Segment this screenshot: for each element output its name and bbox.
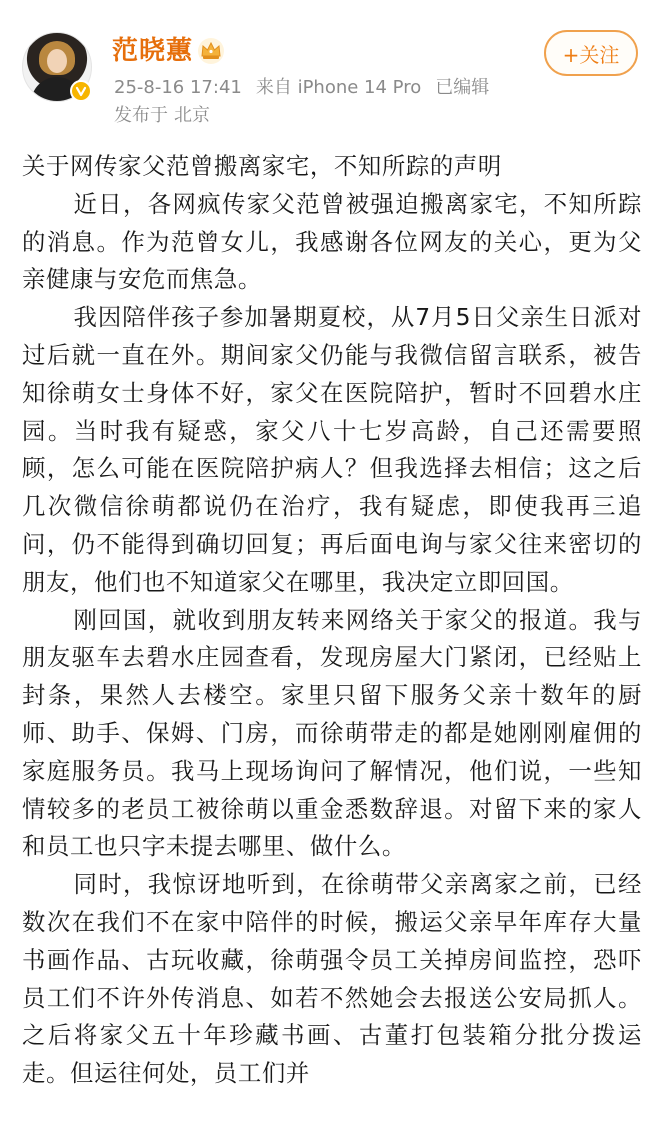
author-name[interactable]: 范晓蕙 — [112, 36, 194, 66]
follow-button[interactable]: +关注 — [544, 30, 638, 76]
bottom-fade — [0, 1104, 660, 1130]
paragraph-2: 我因陪伴孩子参加暑期夏校，从7月5日父亲生日派对过后就一直在外。期间家父仍能与我微信留言联系，被告知徐萌女士身体不好，家父在医院陪护，暂时不回碧水庄园。当时我有疑惑，家父八十七岁高龄，自己还需要照顾，怎么可能在医院陪护病人？但我选择去相信；这之后几次微信徐萌都说仍在治疗，我有疑虑，即使我再三追问，仍不能得到确切回复；再后面电询与家父往来密切的朋友，他们也不知道家父在哪里，我决定立即回国。 — [22, 303, 642, 596]
post-content — [22, 148, 642, 1093]
verified-v-icon — [70, 80, 92, 102]
statement-title: 关于网传家父范曾搬离家宅，不知所踪的声明 — [22, 152, 502, 180]
location-city: 北京 — [174, 105, 210, 126]
location-label: 发布于 — [114, 105, 168, 126]
post-header — [0, 0, 660, 140]
post-timestamp: 25-8-16 17:41 — [114, 77, 242, 98]
post-location — [114, 104, 216, 128]
avatar-face — [47, 49, 67, 73]
crown-icon — [196, 36, 226, 66]
post-source[interactable]: 来自 iPhone 14 Pro — [255, 77, 422, 98]
paragraph-3: 刚回国，就收到朋友转来网络关于家父的报道。我与朋友驱车去碧水庄园查看，发现房屋大门紧闭，已经贴上封条，果然人去楼空。家里只留下服务父亲十数年的厨师、助手、保姆、门房，而徐萌带走的都是她刚刚雇佣的家庭服务员。我马上现场询问了解情况，他们说，一些知情较多的老员工被徐萌以重金悉数辞退。对留下来的家人和员工也只字未提去哪里、做什么。 — [22, 605, 642, 861]
post-edited-label[interactable]: 已编辑 — [435, 77, 490, 98]
paragraph-1: 近日，各网疯传家父范曾被强迫搬离家宅，不知所踪的消息。作为范曾女儿，我感谢各位网友的关心，更为父亲健康与安危而焦急。 — [22, 189, 642, 294]
paragraph-4: 同时，我惊讶地听到，在徐萌带父亲离家之前，已经数次在我们不在家中陪伴的时候，搬运父亲早年库存大量书画作品、古玩收藏，徐萌强令员工关掉房间监控，恐吓员工们不许外传消息、如若不然她会去报送公安局抓人。之后将家父五十年珍藏书画、古董打包装箱分批分拨运走。但运往何处，员工们并 — [22, 870, 642, 1088]
post-meta — [114, 76, 503, 100]
